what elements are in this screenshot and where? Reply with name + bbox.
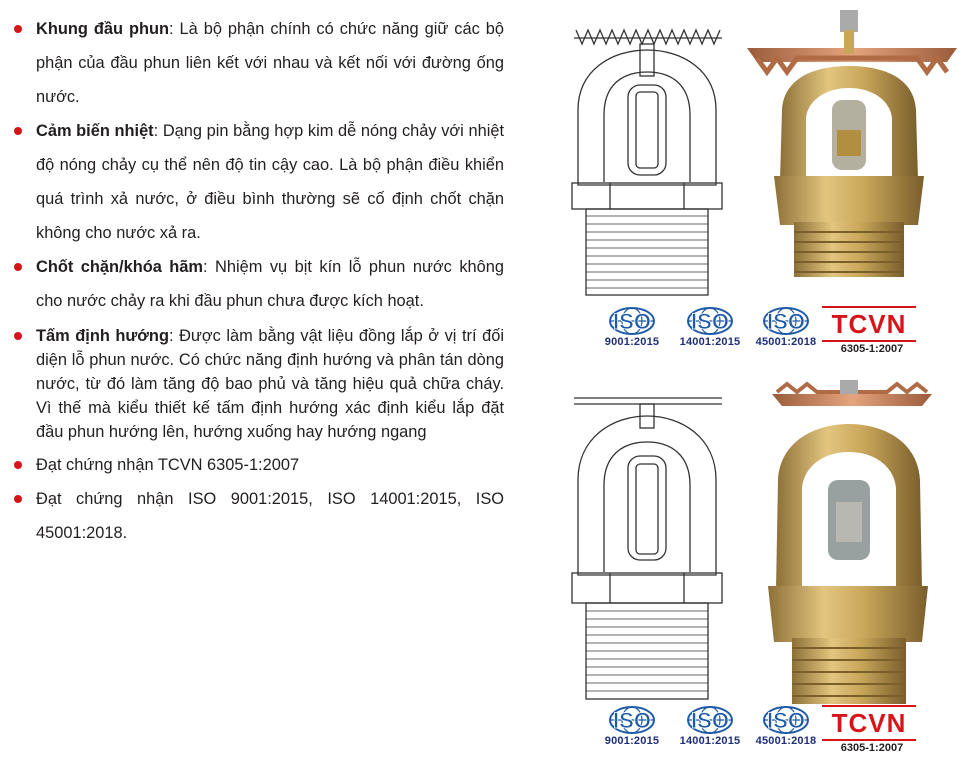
iso-code: 14001:2015 bbox=[679, 735, 741, 747]
bullet-dot-icon bbox=[14, 127, 22, 135]
bullet-dot-icon bbox=[14, 495, 22, 503]
bullet-text: : Được làm bằng vật liệu đồng lắp ở vị trí đối diện lỗ phun nước. Có chức năng định hướng và phân tán dòng nước, từ đó làm tăng độ bao phủ và tăng hiệu quả chữa cháy. Vì thế mà kiểu thiết kế tấm định hướng xác định kiểu lắp đặt đầu phun hướng lên, hướng xuống hay hướng ngang bbox=[36, 327, 504, 441]
bullet-tcvn-cert bbox=[14, 448, 504, 482]
iso-word: ISO bbox=[613, 708, 651, 733]
feature-list bbox=[14, 12, 504, 550]
upright-sprinkler-line-drawing bbox=[572, 30, 722, 295]
bullet-frame bbox=[14, 12, 504, 114]
bullet-text: Đạt chứng nhận TCVN 6305-1:2007 bbox=[36, 456, 300, 474]
iso-14001-badge bbox=[672, 306, 748, 348]
bullet-text: : Là bộ phận chính có chức năng giữ các bộ phận của đầu phun liên kết với nhau và kết nối với đường ống nước. bbox=[36, 20, 504, 106]
iso-globe-icon bbox=[680, 705, 740, 735]
iso-globe-icon bbox=[602, 306, 662, 336]
tcvn-word: TCVN bbox=[822, 306, 916, 342]
iso-9001-badge bbox=[596, 705, 668, 747]
iso-globe-icon bbox=[602, 705, 662, 735]
upright-sprinkler-brass-photo bbox=[747, 10, 957, 277]
iso-word: ISO bbox=[691, 309, 729, 334]
tcvn-code: 6305-1:2007 bbox=[840, 343, 904, 355]
bullet-heat-sensor bbox=[14, 114, 504, 250]
bullet-lock-pin bbox=[14, 250, 504, 318]
bullet-dot-icon bbox=[14, 25, 22, 33]
iso-code: 45001:2018 bbox=[755, 735, 817, 747]
pendent-sprinkler-line-drawing bbox=[572, 398, 722, 699]
pendent-sprinkler-brass-photo bbox=[768, 380, 932, 704]
iso-word: ISO bbox=[613, 309, 651, 334]
bullet-dot-icon bbox=[14, 332, 22, 340]
iso-14001-badge bbox=[672, 705, 748, 747]
iso-word: ISO bbox=[691, 708, 729, 733]
pendent-sprinkler-figure bbox=[562, 380, 962, 710]
iso-code: 9001:2015 bbox=[604, 735, 660, 747]
iso-word: ISO bbox=[767, 309, 805, 334]
tcvn-badge bbox=[822, 705, 922, 754]
bullet-deflector bbox=[14, 324, 504, 444]
tcvn-badge bbox=[822, 306, 922, 355]
bullet-term: Tấm định hướng bbox=[36, 327, 169, 345]
iso-code: 9001:2015 bbox=[604, 336, 660, 348]
iso-globe-icon bbox=[756, 306, 816, 336]
certification-row-top bbox=[596, 306, 926, 356]
bullet-iso-cert bbox=[14, 482, 504, 550]
bullet-text: : Nhiệm vụ bịt kín lỗ phun nước không cho nước chảy ra khi đầu phun chưa được kích hoạt. bbox=[36, 258, 504, 310]
bullet-text: Đạt chứng nhận ISO 9001:2015, ISO 14001:2015, ISO 45001:2018. bbox=[36, 490, 504, 542]
iso-code: 14001:2015 bbox=[679, 336, 741, 348]
certification-row-bottom bbox=[596, 705, 926, 755]
iso-45001-badge bbox=[748, 705, 824, 747]
iso-9001-badge bbox=[596, 306, 668, 348]
iso-globe-icon bbox=[680, 306, 740, 336]
bullet-dot-icon bbox=[14, 263, 22, 271]
bullet-term: Chốt chặn/khóa hãm bbox=[36, 258, 204, 276]
tcvn-code: 6305-1:2007 bbox=[840, 742, 904, 754]
iso-45001-badge bbox=[748, 306, 824, 348]
bullet-text: : Dạng pin bằng hợp kim dễ nóng chảy với nhiệt độ nóng chảy cụ thể nên độ tin cậy cao. Là bộ phận điều khiển quá trình xả nước, ở điều bình thường sẽ cố định chốt chặn không cho nước xả ra. bbox=[36, 122, 505, 242]
iso-globe-icon bbox=[756, 705, 816, 735]
bullet-term: Khung đầu phun bbox=[36, 20, 170, 38]
bullet-term: Cảm biến nhiệt bbox=[36, 122, 154, 140]
iso-word: ISO bbox=[767, 708, 805, 733]
iso-code: 45001:2018 bbox=[755, 336, 817, 348]
tcvn-word: TCVN bbox=[822, 705, 916, 741]
bullet-dot-icon bbox=[14, 461, 22, 469]
upright-sprinkler-figure bbox=[562, 0, 962, 300]
